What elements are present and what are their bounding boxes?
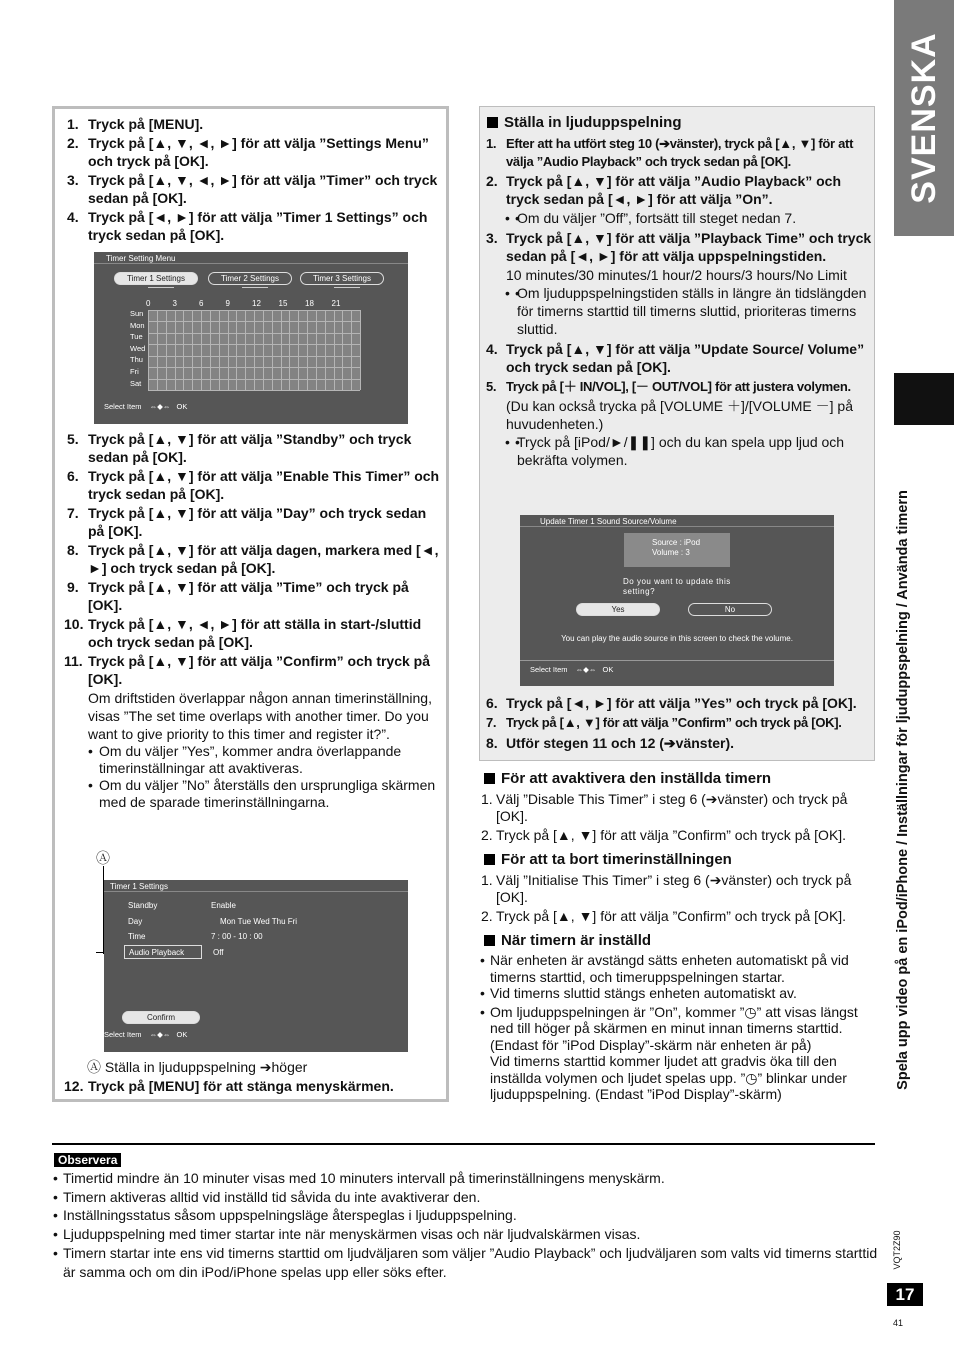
tab-timer-2[interactable]: Timer 2 Settings <box>208 272 292 285</box>
delete-section: För att ta bort timerinställningen 1. Välj ”Initialise This Timer” i steg 6 (➔vänster) och tryck på [OK]. 2. Tryck på [▲, ▼] för att välja ”Confirm” och tryck på [OK]. <box>479 851 875 925</box>
timer-1-settings-screen <box>104 880 408 1052</box>
schedule-grid <box>148 310 360 390</box>
hour-label: 0 <box>146 299 151 308</box>
marker-a: Ⓐ <box>96 850 110 866</box>
select-item-hint: Select Item ⇔◆⇔ OK <box>104 1030 188 1039</box>
volume-info: You can play the audio source in this screen to check the volume. <box>561 634 793 643</box>
update-source-volume-screen <box>520 515 834 686</box>
observera-item: • Inställningsstatus såsom uppspelningsläge återspeglas i ljuduppspelning. <box>52 1206 882 1225</box>
language-tab <box>894 0 954 236</box>
step-8: 8. Tryck på [▲, ▼] för att välja dagen, markera med [◄, ►] och tryck sedan på [OK]. <box>67 542 439 576</box>
row-standby-value: Enable <box>211 901 236 910</box>
steps-5-11 <box>55 430 443 811</box>
step-12: 12. Tryck på [MENU] för att stänga menyskärmen. <box>64 1078 394 1094</box>
day-label: Mon <box>130 320 145 330</box>
deactivate-section: För att avaktivera den inställda timern 1. Välj ”Disable This Timer” i steg 6 (➔vänster) och tryck på [OK]. 2. Tryck på [▲, ▼] för att välja ”Confirm” och tryck på [OK]. <box>479 770 875 844</box>
sub-page-number: 41 <box>893 1318 904 1328</box>
step-10: 10. Tryck på [▲, ▼, ◄, ►] för att ställa in start-/sluttid och tryck sedan på [OK]. <box>64 616 422 650</box>
day-label: Sat <box>130 378 142 388</box>
screen-title: Timer Setting Menu <box>94 252 408 264</box>
no-button[interactable]: No <box>688 603 772 616</box>
page-number: 17 <box>887 1283 923 1306</box>
row-audio-playback-label[interactable]: Audio Playback <box>124 945 202 959</box>
observera-item: • Timern aktiveras alltid vid inställd tid såvida du inte avaktiverar den. <box>52 1188 882 1207</box>
divider <box>52 1143 875 1145</box>
screen-caption: Ⓐ Ställa in ljuduppspelning ➔höger <box>87 1059 308 1075</box>
row-time-value: 7 : 00 - 10 : 00 <box>211 932 263 941</box>
tab-timer-1[interactable]: Timer 1 Settings <box>114 272 198 285</box>
navigation-pad-icon: ⇔◆⇔ <box>149 1030 171 1039</box>
hour-label: 12 <box>252 299 261 308</box>
source-volume-box: Source : iPod Volume : 3 <box>624 533 730 567</box>
day-label: Wed <box>130 343 146 353</box>
hour-label: 6 <box>199 299 204 308</box>
screen-title: Update Timer 1 Sound Source/Volume <box>520 515 834 527</box>
row-audio-playback-value: Off <box>213 948 224 957</box>
step-11-note: Om driftstiden överlappar någon annan timerinställning, visas ”The set time overlaps with another timer. Do you want to give priority to this timer and register it?”. <box>88 690 432 742</box>
navigation-pad-icon: ⇔◆⇔ <box>575 665 597 674</box>
when-set-section: När timern är inställd • När enheten är avstängd sätts enheten automatiskt på vid timerns starttid, och timeruppspelningen startar. • Vid timerns sluttid stängs enheten automatiskt av. • Om ljuduppspelningen är ”On”, kommer ”◷” att visas längst ned till höger på skärmen en minut innan timerns starttid. (Endast för ”iPod Display”-skärm när enheten är på) Vid timerns starttid kommer ljudet att gradvis öka till den inställda volymen och ljudet spelas upp. ”◷” blinkar under ljuduppspelning. (Endast ”iPod Display”-skärm) <box>479 932 875 1103</box>
step-2-bullet: • • Om du väljer ”Off”, fortsätt till steget nedan 7. <box>482 209 872 227</box>
observera-label: Observera <box>54 1153 121 1167</box>
day-label: Thu <box>130 355 143 365</box>
step-3: 3. Tryck på [▲, ▼, ◄, ►] för att välja ”Timer” och tryck sedan på [OK]. <box>67 172 438 206</box>
steps-1-4 <box>55 115 443 245</box>
row-day-value: Mon Tue Wed Thu Fri <box>220 917 298 926</box>
step-2: 2. Tryck på [▲, ▼, ◄, ►] för att välja ”Settings Menu” och tryck på [OK]. <box>67 135 429 169</box>
step-11-bullet-yes: • Om du väljer ”Yes”, kommer andra överlappande timerinställningar att avaktiveras. <box>55 743 443 777</box>
tab-timer-3[interactable]: Timer 3 Settings <box>300 272 384 285</box>
update-question: Do you want to update this setting? <box>623 577 731 596</box>
hour-label: 21 <box>331 299 341 308</box>
day-label: Sun <box>130 309 144 318</box>
section-marker <box>894 373 954 425</box>
step-9: 9. Tryck på [▲, ▼] för att välja ”Time” och tryck på [OK]. <box>67 579 409 613</box>
step-5: 5. Tryck på [▲, ▼] för att välja ”Standby” och tryck sedan på [OK]. <box>67 431 412 465</box>
timer-setting-menu-screen <box>94 252 408 424</box>
select-item-hint: Select Item ⇔◆⇔ OK <box>530 665 614 674</box>
day-label: Tue <box>130 332 143 342</box>
screen-title: Timer 1 Settings <box>104 880 408 892</box>
observera-item: • Timertid mindre än 10 minuter visas med 10 minuters intervall på timerinställningens menyskärm. <box>52 1169 882 1188</box>
language-label: SVENSKA <box>905 32 943 204</box>
steps-6-8: 6. Tryck på [◄, ►] för att välja ”Yes” och tryck på [OK]. 7. Tryck på [▲, ▼] för att välja ”Confirm” och tryck på [OK]. 8. Utför stegen 11 och 12 (➔vänster). <box>486 695 857 751</box>
step-4: 4. Tryck på [◄, ►] för att välja ”Timer 1 Settings” och tryck sedan på [OK]. <box>67 209 428 243</box>
observera-list <box>52 1169 882 1281</box>
observera-item: • Timern startar inte ens vid timerns starttid om ljudväljaren som väljer ”Audio Playback” och ljudväljaren som valts vid timerns starttid är samma och om din iPod/iPhone spelas upp eller söks efter. <box>52 1244 878 1281</box>
hour-label: 18 <box>305 299 314 308</box>
row-day-label: Day <box>128 917 143 926</box>
step-6: 6. Tryck på [▲, ▼] för att välja ”Enable This Timer” och tryck sedan på [OK]. <box>67 468 440 502</box>
confirm-button[interactable]: Confirm <box>122 1011 200 1024</box>
step-11: 11. Tryck på [▲, ▼] för att välja ”Confirm” och tryck på [OK]. <box>64 653 431 687</box>
step-7: 7. Tryck på [▲, ▼] för att välja ”Day” och tryck sedan på [OK]. <box>67 505 427 539</box>
audio-playback-section: Ställa in ljuduppspelning 1. Efter att ha utfört steg 10 (➔vänster), tryck på [▲, ▼] för att välja ”Audio Playback” och tryck sedan på [OK]. 2. Tryck på [▲, ▼] för att välja ”Audio Playback” och tryck sedan på [◄, ►] för att välja ”On”. • • Om du väljer ”Off”, fortsätt till steget nedan 7. 3. Tryck på [▲, ▼] för att välja ”Playback Time” och tryck sedan på [◄, ►] för att välja uppspelningstiden. 10 minutes/30 minutes/1 hour/2 hours/3 hours/No Limit • • Om ljuduppspelningstiden ställs in längre än tidslängden för timerns starttid till timerns sluttid, prioriteras timerns sluttid. 4. Tryck på [▲, ▼] för att välja ”Update Source/ Volume” och tryck sedan på [OK]. 5. Tryck på [＋ IN/VOL], [－ OUT/VOL] för att justera volymen. (Du kan också trycka på [VOLUME ＋]/[VOLUME －] på huvudenheten.) • • Tryck på [iPod/►/❚❚] och du kan spela upp ljud och bekräfta volymen. <box>482 114 872 469</box>
yes-button[interactable]: Yes <box>576 603 660 616</box>
hour-label: 3 <box>172 299 177 308</box>
section-heading: Ställa in ljuduppspelning <box>482 114 872 132</box>
day-label: Fri <box>130 367 139 376</box>
select-item-hint: Select Item ⇔◆⇔ OK <box>104 402 188 411</box>
hour-label: 15 <box>278 299 288 308</box>
row-time-label: Time <box>128 932 146 941</box>
navigation-pad-icon: ⇔◆⇔ <box>149 402 171 411</box>
step-11-bullet-no: • Om du väljer ”No” återställs den ursprungliga skärmen med de sparade timerinställningarna. <box>55 777 443 811</box>
row-standby-label: Standby <box>128 901 158 910</box>
observera-item: • Ljuduppspelning med timer startar inte när menyskärmen visas och när ljudvalskärmen visas. <box>52 1225 882 1244</box>
step-1: 1. Tryck på [MENU]. <box>67 116 204 132</box>
hour-label: 9 <box>225 299 230 308</box>
